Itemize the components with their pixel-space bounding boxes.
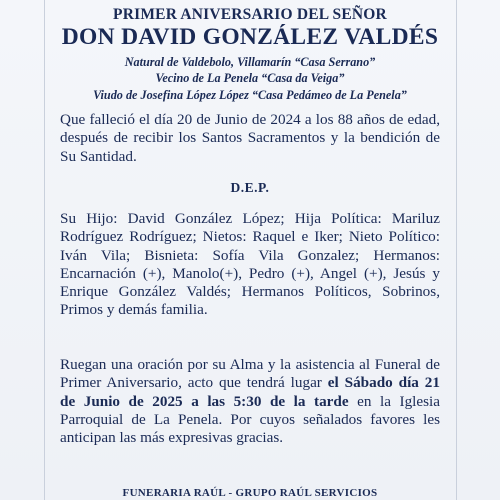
funeral-home-footer: FUNERARIA RAÚL - GRUPO RAÚL SERVICIOS bbox=[122, 487, 378, 499]
family-paragraph: Su Hijo: David González López; Hija Política: Mariluz Rodríguez Rodríguez; Nietos: Raquel e Iker; Nieto Político: Iván Vila; Bisnieta: Sofía Vila Gonzalez; Hermanos: Encarnación (+), Manolo(+), Pedro (+), Angel (+), Jesús y Enrique González Valdés; Hermanos Políticos, Sobrinos, Primos y demás familia. bbox=[60, 210, 440, 319]
origin-line: Natural de Valdebolo, Villamarín “Casa Serrano” bbox=[124, 55, 376, 69]
widower-line: Viudo de Josefina López López “Casa Pedámeo de La Penela” bbox=[93, 88, 407, 102]
anniversary-subtitle: PRIMER ANIVERSARIO DEL SEÑOR bbox=[113, 6, 387, 23]
invitation-text-start: Ruegan una oración por su Alma y la asistencia al Funeral de Primer Aniversario, acto que tendrá lugar bbox=[60, 356, 440, 392]
funeral-invitation-paragraph bbox=[60, 356, 440, 447]
death-notice-paragraph: Que falleció el día 20 de Junio de 2024 a los 88 años de edad, después de recibir los Santos Sacramentos y la bendición de Su Santidad. bbox=[60, 111, 440, 165]
invitation-text-end: en la Iglesia Parroquial de La Penela. Por cuyos señalados favores les anticipan las más expresivas gracias. bbox=[60, 392, 440, 447]
rip-label: D.E.P. bbox=[230, 180, 270, 195]
deceased-name: DON DAVID GONZÁLEZ VALDÉS bbox=[61, 24, 439, 50]
funeral-date-time: el Sábado día 21 de Junio de 2025 a las 5:30 de la tarde bbox=[60, 374, 440, 410]
residence-line: Vecino de La Penela “Casa da Veiga” bbox=[155, 71, 345, 85]
